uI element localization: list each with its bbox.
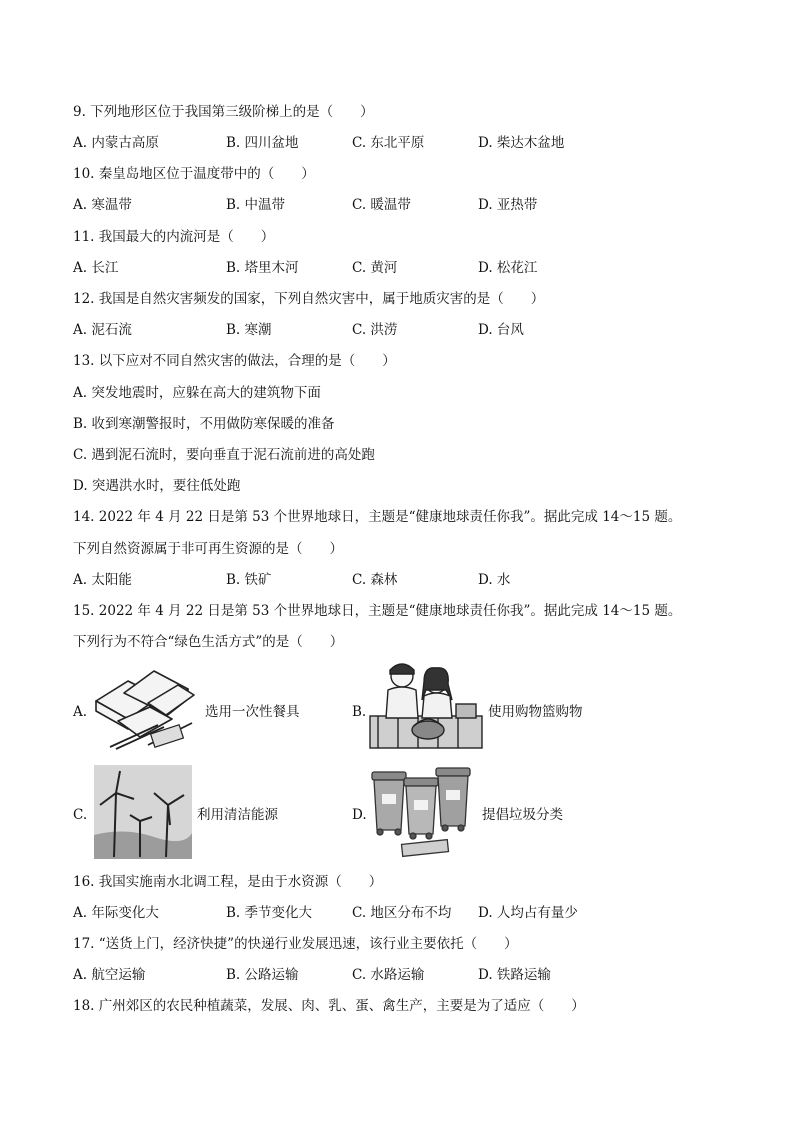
question-9-stem: 9. 下列地形区位于我国第三级阶梯上的是（ ） [73, 104, 374, 120]
question-14-option-b: B. 铁矿 [226, 572, 272, 588]
question-15-option-a-caption: 选用一次性餐具 [205, 704, 300, 720]
garbage-bins-icon [368, 764, 476, 860]
disposable-tableware-icon [88, 663, 200, 751]
question-9-option-a: A. 内蒙古高原 [73, 135, 159, 151]
question-15-option-d-letter: D. [352, 807, 367, 823]
question-12-option-d: D. 台风 [478, 322, 524, 338]
question-15-option-b-letter: B. [352, 704, 367, 720]
question-14-stem: 14. 2022 年 4 月 22 日是第 53 个世界地球日，主题是“健康地球责任你我”。据此完成 14～15 题。 [73, 509, 682, 525]
question-16-option-b: B. 季节变化大 [226, 905, 313, 921]
question-10-option-a: A. 寒温带 [73, 197, 132, 213]
question-11-stem: 11. 我国最大的内流河是（ ） [73, 229, 275, 245]
question-15-option-b-caption: 使用购物篮购物 [488, 704, 583, 720]
question-17-option-d: D. 铁路运输 [478, 967, 551, 983]
question-9-option-d: D. 柴达木盆地 [478, 135, 565, 151]
question-15-stem-2: 下列行为不符合“绿色生活方式”的是（ ） [73, 634, 344, 650]
question-14-option-a: A. 太阳能 [73, 572, 132, 588]
question-15-option-c-caption: 利用清洁能源 [197, 807, 278, 823]
question-17-option-b: B. 公路运输 [226, 967, 299, 983]
question-16-option-d: D. 人均占有量少 [478, 905, 578, 921]
question-9-option-b: B. 四川盆地 [226, 135, 299, 151]
question-15-option-c-letter: C. [73, 807, 88, 823]
question-15-stem: 15. 2022 年 4 月 22 日是第 53 个世界地球日，主题是“健康地球责任你我”。据此完成 14～15 题。 [73, 603, 682, 619]
question-11-option-d: D. 松花江 [478, 260, 538, 276]
question-18-stem: 18. 广州郊区的农民种植蔬菜，发展、肉、乳、蛋、禽生产，主要是为了适应（ ） [73, 998, 585, 1014]
question-17-option-a: A. 航空运输 [73, 967, 146, 983]
wind-turbine-icon [94, 765, 192, 859]
question-13-stem: 13. 以下应对不同自然灾害的做法，合理的是（ ） [73, 353, 396, 369]
shopping-basket-icon [368, 660, 484, 754]
question-17-option-c: C. 水路运输 [352, 967, 425, 983]
question-15-option-a-letter: A. [73, 704, 88, 720]
question-13-option-b: B. 收到寒潮警报时，不用做防寒保暖的准备 [73, 416, 335, 432]
question-12-option-c: C. 洪涝 [352, 322, 398, 338]
question-9-option-c: C. 东北平原 [352, 135, 425, 151]
question-12-option-a: A. 泥石流 [73, 322, 132, 338]
question-16-option-a: A. 年际变化大 [73, 905, 159, 921]
question-12-option-b: B. 寒潮 [226, 322, 272, 338]
question-13-option-c: C. 遇到泥石流时，要向垂直于泥石流前进的高处跑 [73, 447, 375, 463]
question-11-option-b: B. 塔里木河 [226, 260, 299, 276]
question-17-stem: 17. “送货上门，经济快捷”的快递行业发展迅速，该行业主要依托（ ） [73, 936, 518, 952]
question-16-stem: 16. 我国实施南水北调工程，是由于水资源（ ） [73, 874, 383, 890]
question-11-option-c: C. 黄河 [352, 260, 398, 276]
question-14-option-d: D. 水 [478, 572, 511, 588]
question-14-option-c: C. 森林 [352, 572, 398, 588]
question-15-option-d-caption: 提倡垃圾分类 [482, 807, 563, 823]
question-16-option-c: C. 地区分布不均 [352, 905, 452, 921]
question-10-option-c: C. 暖温带 [352, 197, 411, 213]
question-10-stem: 10. 秦皇岛地区位于温度带中的（ ） [73, 166, 315, 182]
question-14-stem-2: 下列自然资源属于非可再生资源的是（ ） [73, 541, 343, 557]
question-12-stem: 12. 我国是自然灾害频发的国家，下列自然灾害中，属于地质灾害的是（ ） [73, 291, 545, 307]
question-13-option-d: D. 突遇洪水时，要往低处跑 [73, 478, 241, 494]
question-10-option-b: B. 中温带 [226, 197, 286, 213]
question-13-option-a: A. 突发地震时，应躲在高大的建筑物下面 [73, 385, 321, 401]
question-10-option-d: D. 亚热带 [478, 197, 538, 213]
question-11-option-a: A. 长江 [73, 260, 119, 276]
